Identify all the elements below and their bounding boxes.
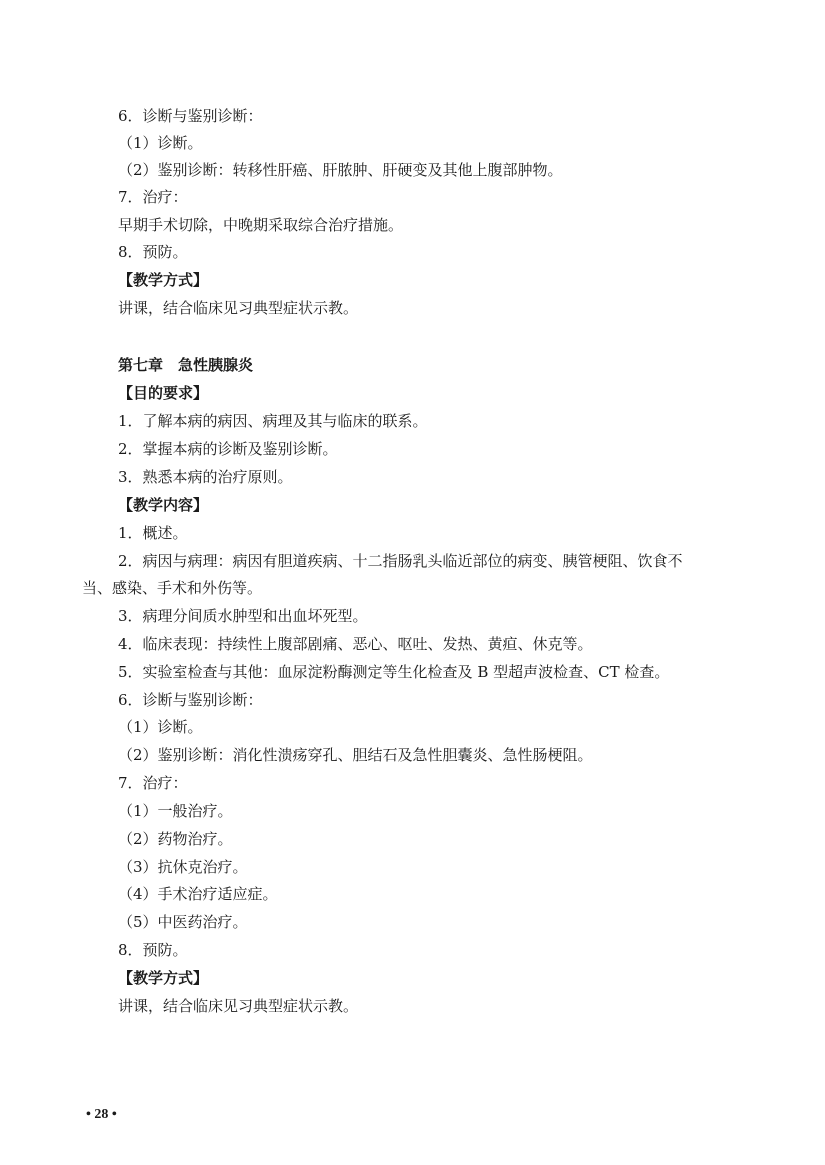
paragraph: 讲课，结合临床见习典型症状示教。	[118, 997, 359, 1015]
section-heading: 【教学方式】	[118, 969, 209, 987]
list-item: 2．掌握本病的诊断及鉴别诊断。	[118, 440, 338, 458]
list-item: （2）鉴别诊断：消化性溃疡穿孔、胆结石及急性胆囊炎、急性肠梗阻。	[118, 746, 593, 764]
paragraph: 早期手术切除，中晚期采取综合治疗措施。	[118, 216, 404, 234]
list-item: 1．了解本病的病因、病理及其与临床的联系。	[118, 412, 428, 430]
paragraph: 8．预防。	[118, 243, 188, 261]
section-heading: 【目的要求】	[118, 384, 209, 402]
page-number: • 28 •	[86, 1107, 117, 1122]
paragraph: 6．诊断与鉴别诊断：	[118, 107, 263, 125]
list-item: 8．预防。	[118, 941, 188, 959]
chapter-title: 第七章 急性胰腺炎	[118, 356, 254, 374]
list-item: （5）中医药治疗。	[118, 913, 248, 931]
list-item: 3．病理分间质水肿型和出血坏死型。	[118, 607, 368, 625]
list-item: 3．熟悉本病的治疗原则。	[118, 468, 293, 486]
list-item: （4）手术治疗适应症。	[118, 885, 278, 903]
paragraph: （1）诊断。	[118, 134, 203, 152]
list-item: 4．临床表现：持续性上腹部剧痛、恶心、呕吐、发热、黄疸、休克等。	[118, 635, 593, 653]
paragraph: 讲课，结合临床见习典型症状示教。	[118, 299, 359, 317]
list-item: 6．诊断与鉴别诊断：	[118, 691, 263, 709]
list-item-continuation: 当、感染、手术和外伤等。	[82, 579, 263, 597]
list-item: （1）一般治疗。	[118, 802, 233, 820]
paragraph: （2）鉴别诊断：转移性肝癌、肝脓肿、肝硬变及其他上腹部肿物。	[118, 161, 563, 179]
list-item: 2．病因与病理：病因有胆道疾病、十二指肠乳头临近部位的病变、胰管梗阻、饮食不	[118, 552, 683, 570]
paragraph: 7．治疗：	[118, 188, 188, 206]
list-item: （3）抗休克治疗。	[118, 858, 248, 876]
section-heading: 【教学方式】	[118, 271, 209, 289]
list-item: 7．治疗：	[118, 774, 188, 792]
list-item: （2）药物治疗。	[118, 830, 233, 848]
section-heading: 【教学内容】	[118, 496, 209, 514]
list-item: 1．概述。	[118, 524, 188, 542]
list-item: 5．实验室检查与其他：血尿淀粉酶测定等生化检查及 B 型超声波检查、CT 检查。	[118, 663, 670, 681]
list-item: （1）诊断。	[118, 718, 203, 736]
